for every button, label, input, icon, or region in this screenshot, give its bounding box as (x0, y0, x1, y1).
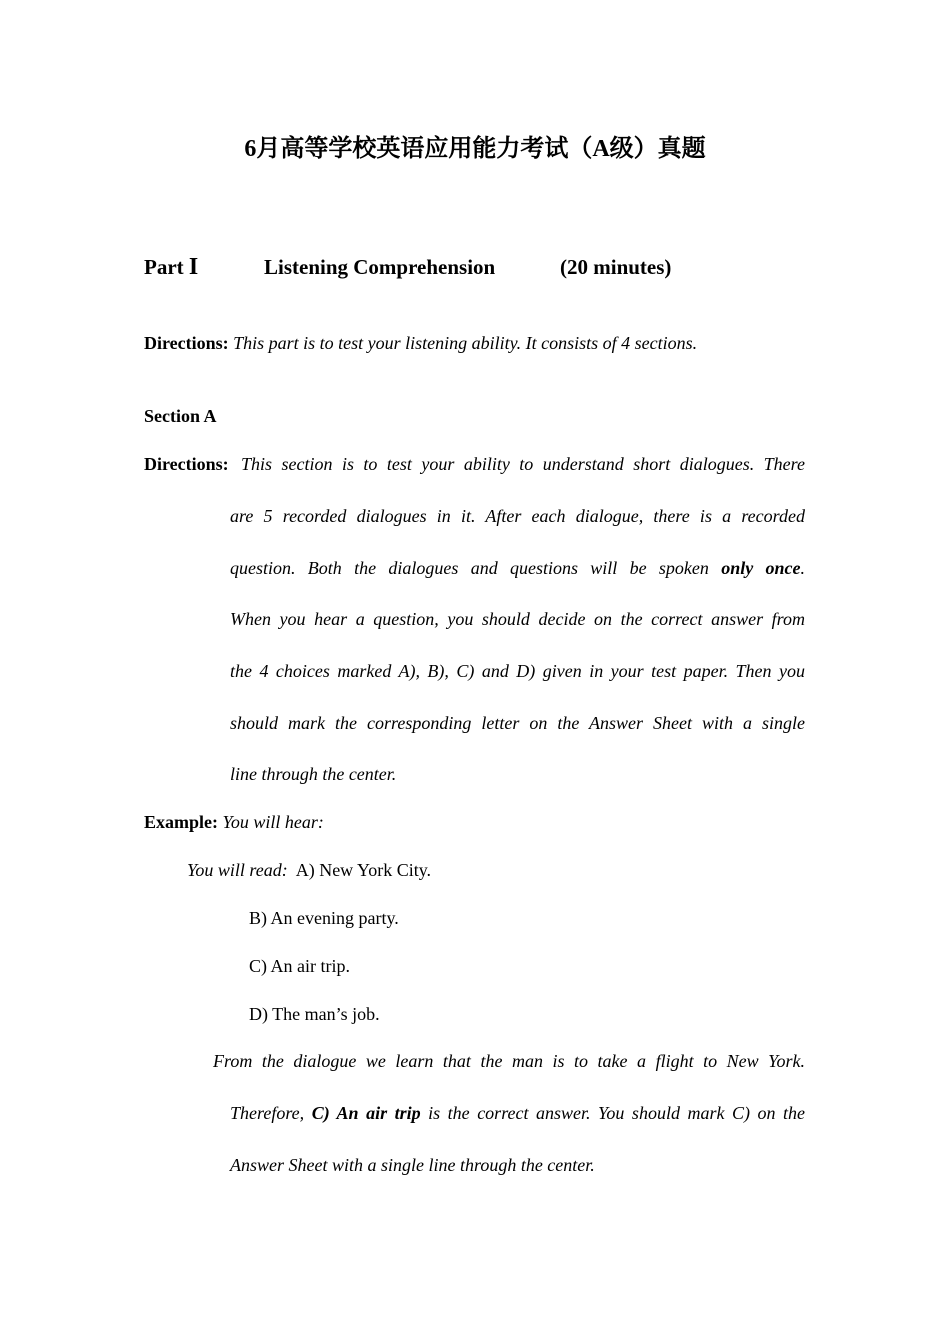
part-number: I (188, 254, 199, 280)
section-a-line-2: are 5 recorded dialogues in it. After each dialogue, there is a recorded (230, 506, 805, 526)
part-time: (20 minutes) (560, 255, 672, 279)
directions-label: Directions: (144, 333, 229, 353)
example-read-label: You will read: (187, 860, 288, 880)
page-title: 6月高等学校英语应用能力考试（A级）真题 (244, 136, 706, 162)
directions-text: This part is to test your listening ability. It consists of 4 sections. (233, 333, 698, 353)
section-a-line-6: should mark the corresponding letter on the Answer Sheet with a single (230, 713, 805, 733)
only-once-emphasis: only once (721, 558, 801, 578)
example-read (187, 857, 431, 883)
only-once-period: . (800, 558, 805, 578)
section-a-line-4: When you hear a question, you should decide on the correct answer from (230, 609, 805, 629)
part-name: Listening Comprehension (264, 255, 496, 279)
choice-c: C) An air trip. (249, 956, 350, 976)
explanation-line-2 (230, 1100, 805, 1126)
part-heading (144, 252, 198, 282)
section-a-line-5: the 4 choices marked A), B), C) and D) given in your test paper. Then you (230, 661, 805, 681)
section-a-directions-label: Directions: (144, 454, 229, 474)
example-hear (144, 809, 324, 835)
answer-emphasis: C) An air trip (311, 1103, 421, 1123)
section-a-line-1: This section is to test your ability to understand short dialogues. There (241, 454, 805, 474)
section-a-line-3 (230, 555, 805, 581)
choice-b: B) An evening party. (249, 908, 399, 928)
part-directions (144, 330, 697, 356)
choice-a: A) New York City. (295, 860, 432, 880)
example-hear-text: You will hear: (222, 812, 324, 832)
section-a-heading: Section A (144, 406, 217, 426)
explanation-line-3: Answer Sheet with a single line through the center. (230, 1155, 595, 1175)
section-a-line-7: line through the center. (230, 764, 397, 784)
explanation-line-1: From the dialogue we learn that the man is to take a flight to New York. (213, 1051, 805, 1071)
example-label: Example: (144, 812, 218, 832)
section-a-line-3-text: question. Both the dialogues and questions will be spoken (230, 558, 709, 578)
choice-d: D) The man’s job. (249, 1004, 380, 1024)
part-label: Part (144, 255, 184, 279)
explanation-therefore: Therefore, (230, 1103, 305, 1123)
explanation-line-2-text: is the correct answer. You should mark C) on the (428, 1103, 806, 1123)
